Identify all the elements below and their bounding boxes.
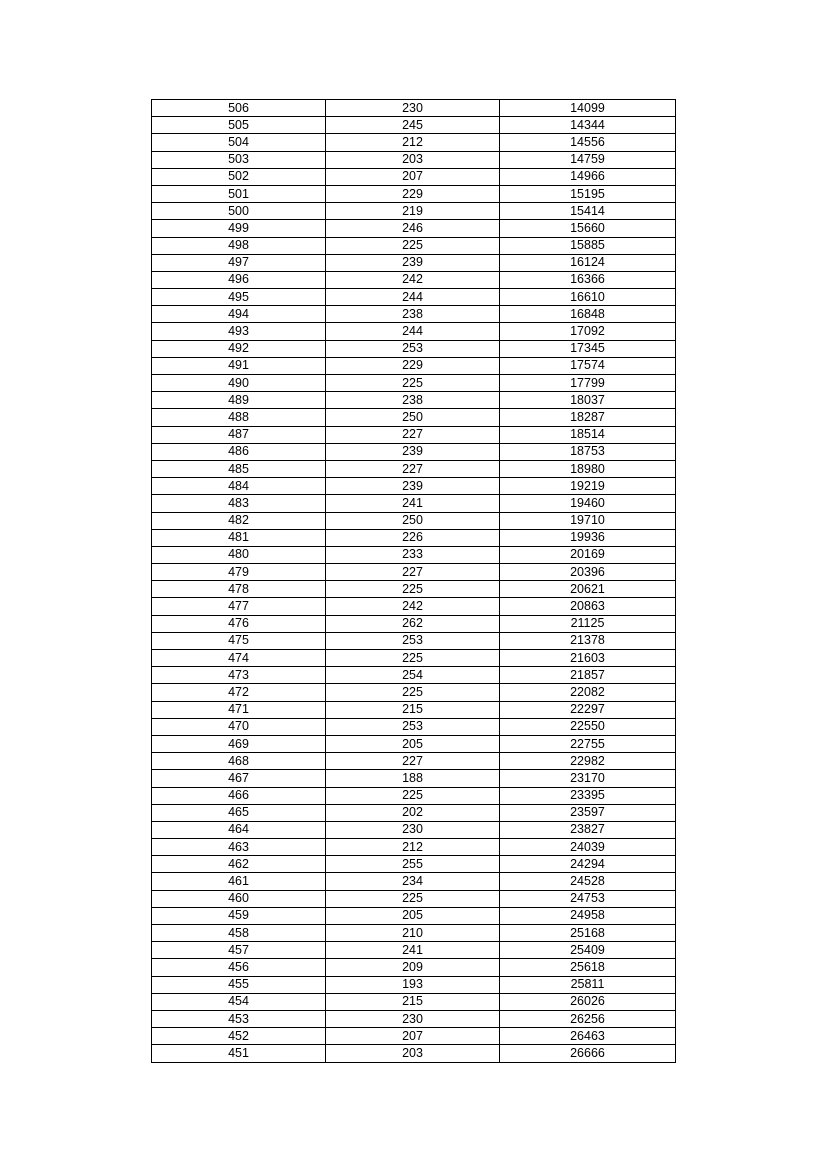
cumulative-cell: 23395 — [500, 787, 676, 804]
score-cell: 469 — [152, 735, 326, 752]
table-row — [152, 323, 676, 340]
cumulative-cell: 16848 — [500, 306, 676, 323]
count-cell: 203 — [326, 1045, 500, 1062]
cumulative-cell: 23597 — [500, 804, 676, 821]
score-cell: 479 — [152, 564, 326, 581]
count-cell: 250 — [326, 512, 500, 529]
count-cell: 253 — [326, 340, 500, 357]
cumulative-cell: 15195 — [500, 185, 676, 202]
table-row — [152, 856, 676, 873]
score-cell: 471 — [152, 701, 326, 718]
count-cell: 241 — [326, 942, 500, 959]
score-cell: 465 — [152, 804, 326, 821]
cumulative-cell: 17092 — [500, 323, 676, 340]
table-row — [152, 701, 676, 718]
score-cell: 496 — [152, 271, 326, 288]
table-row — [152, 925, 676, 942]
count-cell: 241 — [326, 495, 500, 512]
count-cell: 219 — [326, 203, 500, 220]
count-cell: 229 — [326, 357, 500, 374]
table-row — [152, 667, 676, 684]
cumulative-cell: 19219 — [500, 478, 676, 495]
table-row — [152, 976, 676, 993]
count-cell: 227 — [326, 564, 500, 581]
count-cell: 225 — [326, 890, 500, 907]
table-row — [152, 409, 676, 426]
cumulative-cell: 21378 — [500, 632, 676, 649]
count-cell: 238 — [326, 392, 500, 409]
table-row — [152, 203, 676, 220]
score-cell: 452 — [152, 1028, 326, 1045]
cumulative-cell: 14099 — [500, 100, 676, 117]
score-cell: 506 — [152, 100, 326, 117]
table-row — [152, 770, 676, 787]
table-row — [152, 907, 676, 924]
table-row — [152, 357, 676, 374]
count-cell: 254 — [326, 667, 500, 684]
score-cell: 499 — [152, 220, 326, 237]
score-cell: 455 — [152, 976, 326, 993]
table-row — [152, 942, 676, 959]
score-cell: 457 — [152, 942, 326, 959]
table-row — [152, 993, 676, 1010]
table-row — [152, 735, 676, 752]
count-cell: 225 — [326, 581, 500, 598]
cumulative-cell: 15885 — [500, 237, 676, 254]
cumulative-cell: 26026 — [500, 993, 676, 1010]
cumulative-cell: 16610 — [500, 289, 676, 306]
score-cell: 497 — [152, 254, 326, 271]
score-cell: 467 — [152, 770, 326, 787]
table-row — [152, 529, 676, 546]
score-cell: 482 — [152, 512, 326, 529]
count-cell: 205 — [326, 735, 500, 752]
table-row — [152, 478, 676, 495]
count-cell: 203 — [326, 151, 500, 168]
count-cell: 244 — [326, 289, 500, 306]
score-cell: 461 — [152, 873, 326, 890]
score-cell: 460 — [152, 890, 326, 907]
cumulative-cell: 15660 — [500, 220, 676, 237]
cumulative-cell: 24039 — [500, 839, 676, 856]
table-row — [152, 564, 676, 581]
count-cell: 230 — [326, 821, 500, 838]
cumulative-cell: 20169 — [500, 546, 676, 563]
score-cell: 474 — [152, 650, 326, 667]
count-cell: 229 — [326, 185, 500, 202]
cumulative-cell: 14966 — [500, 168, 676, 185]
count-cell: 210 — [326, 925, 500, 942]
table-body — [152, 100, 676, 1063]
table-row — [152, 512, 676, 529]
count-cell: 225 — [326, 237, 500, 254]
score-cell: 495 — [152, 289, 326, 306]
score-cell: 476 — [152, 615, 326, 632]
score-cell: 492 — [152, 340, 326, 357]
count-cell: 212 — [326, 134, 500, 151]
score-cell: 490 — [152, 375, 326, 392]
score-cell: 453 — [152, 1010, 326, 1027]
count-cell: 227 — [326, 460, 500, 477]
score-cell: 458 — [152, 925, 326, 942]
count-cell: 239 — [326, 443, 500, 460]
count-cell: 234 — [326, 873, 500, 890]
score-cell: 487 — [152, 426, 326, 443]
count-cell: 193 — [326, 976, 500, 993]
score-cell: 491 — [152, 357, 326, 374]
table-row — [152, 289, 676, 306]
table-row — [152, 650, 676, 667]
cumulative-cell: 26256 — [500, 1010, 676, 1027]
table-row — [152, 598, 676, 615]
cumulative-cell: 22550 — [500, 718, 676, 735]
count-cell: 253 — [326, 718, 500, 735]
count-cell: 245 — [326, 117, 500, 134]
score-cell: 504 — [152, 134, 326, 151]
score-cell: 501 — [152, 185, 326, 202]
score-cell: 462 — [152, 856, 326, 873]
cumulative-cell: 19710 — [500, 512, 676, 529]
score-cell: 477 — [152, 598, 326, 615]
cumulative-cell: 19936 — [500, 529, 676, 546]
count-cell: 227 — [326, 426, 500, 443]
score-cell: 478 — [152, 581, 326, 598]
score-cell: 466 — [152, 787, 326, 804]
table-row — [152, 375, 676, 392]
score-cell: 472 — [152, 684, 326, 701]
table-row — [152, 753, 676, 770]
count-cell: 209 — [326, 959, 500, 976]
table-row — [152, 443, 676, 460]
count-cell: 230 — [326, 100, 500, 117]
cumulative-cell: 14344 — [500, 117, 676, 134]
table-row — [152, 271, 676, 288]
count-cell: 225 — [326, 684, 500, 701]
count-cell: 242 — [326, 598, 500, 615]
cumulative-cell: 23827 — [500, 821, 676, 838]
table-row — [152, 804, 676, 821]
cumulative-cell: 22755 — [500, 735, 676, 752]
table-row — [152, 787, 676, 804]
score-distribution-table — [151, 99, 676, 1063]
table-row — [152, 185, 676, 202]
score-cell: 493 — [152, 323, 326, 340]
cumulative-cell: 17574 — [500, 357, 676, 374]
score-cell: 454 — [152, 993, 326, 1010]
score-cell: 505 — [152, 117, 326, 134]
score-cell: 451 — [152, 1045, 326, 1062]
count-cell: 255 — [326, 856, 500, 873]
score-cell: 483 — [152, 495, 326, 512]
count-cell: 225 — [326, 375, 500, 392]
table-row — [152, 890, 676, 907]
table-row — [152, 1028, 676, 1045]
table-row — [152, 495, 676, 512]
cumulative-cell: 19460 — [500, 495, 676, 512]
count-cell: 202 — [326, 804, 500, 821]
cumulative-cell: 14556 — [500, 134, 676, 151]
cumulative-cell: 22982 — [500, 753, 676, 770]
cumulative-cell: 25409 — [500, 942, 676, 959]
cumulative-cell: 15414 — [500, 203, 676, 220]
score-cell: 470 — [152, 718, 326, 735]
cumulative-cell: 26463 — [500, 1028, 676, 1045]
count-cell: 226 — [326, 529, 500, 546]
cumulative-cell: 24528 — [500, 873, 676, 890]
count-cell: 233 — [326, 546, 500, 563]
score-cell: 494 — [152, 306, 326, 323]
table-row — [152, 460, 676, 477]
score-cell: 488 — [152, 409, 326, 426]
cumulative-cell: 18287 — [500, 409, 676, 426]
cumulative-cell: 17799 — [500, 375, 676, 392]
count-cell: 215 — [326, 701, 500, 718]
cumulative-cell: 16124 — [500, 254, 676, 271]
table-row — [152, 340, 676, 357]
count-cell: 246 — [326, 220, 500, 237]
cumulative-cell: 25811 — [500, 976, 676, 993]
table-row — [152, 1045, 676, 1062]
score-cell: 485 — [152, 460, 326, 477]
cumulative-cell: 17345 — [500, 340, 676, 357]
count-cell: 205 — [326, 907, 500, 924]
count-cell: 239 — [326, 478, 500, 495]
score-cell: 503 — [152, 151, 326, 168]
cumulative-cell: 23170 — [500, 770, 676, 787]
table-row — [152, 615, 676, 632]
count-cell: 230 — [326, 1010, 500, 1027]
cumulative-cell: 18514 — [500, 426, 676, 443]
table-row — [152, 959, 676, 976]
score-cell: 481 — [152, 529, 326, 546]
table-row — [152, 392, 676, 409]
score-cell: 489 — [152, 392, 326, 409]
score-cell: 459 — [152, 907, 326, 924]
table-row — [152, 632, 676, 649]
score-cell: 468 — [152, 753, 326, 770]
count-cell: 207 — [326, 1028, 500, 1045]
count-cell: 242 — [326, 271, 500, 288]
cumulative-cell: 26666 — [500, 1045, 676, 1062]
cumulative-cell: 22082 — [500, 684, 676, 701]
cumulative-cell: 18037 — [500, 392, 676, 409]
table-row — [152, 426, 676, 443]
cumulative-cell: 18753 — [500, 443, 676, 460]
table-row — [152, 220, 676, 237]
table-row — [152, 168, 676, 185]
cumulative-cell: 18980 — [500, 460, 676, 477]
score-cell: 475 — [152, 632, 326, 649]
count-cell: 225 — [326, 650, 500, 667]
cumulative-cell: 24753 — [500, 890, 676, 907]
cumulative-cell: 21125 — [500, 615, 676, 632]
score-cell: 502 — [152, 168, 326, 185]
score-cell: 480 — [152, 546, 326, 563]
score-cell: 500 — [152, 203, 326, 220]
table-row — [152, 684, 676, 701]
table-row — [152, 581, 676, 598]
table-row — [152, 718, 676, 735]
count-cell: 244 — [326, 323, 500, 340]
cumulative-cell: 16366 — [500, 271, 676, 288]
table-row — [152, 1010, 676, 1027]
count-cell: 212 — [326, 839, 500, 856]
table-row — [152, 254, 676, 271]
table-row — [152, 100, 676, 117]
score-cell: 464 — [152, 821, 326, 838]
score-cell: 486 — [152, 443, 326, 460]
table-row — [152, 237, 676, 254]
cumulative-cell: 21857 — [500, 667, 676, 684]
cumulative-cell: 25618 — [500, 959, 676, 976]
count-cell: 262 — [326, 615, 500, 632]
cumulative-cell: 22297 — [500, 701, 676, 718]
score-cell: 463 — [152, 839, 326, 856]
table-row — [152, 821, 676, 838]
count-cell: 227 — [326, 753, 500, 770]
table-row — [152, 117, 676, 134]
count-cell: 239 — [326, 254, 500, 271]
count-cell: 238 — [326, 306, 500, 323]
cumulative-cell: 20863 — [500, 598, 676, 615]
cumulative-cell: 14759 — [500, 151, 676, 168]
table-row — [152, 151, 676, 168]
score-cell: 498 — [152, 237, 326, 254]
cumulative-cell: 20396 — [500, 564, 676, 581]
cumulative-cell: 21603 — [500, 650, 676, 667]
score-cell: 473 — [152, 667, 326, 684]
table-row — [152, 306, 676, 323]
table-row — [152, 134, 676, 151]
score-cell: 456 — [152, 959, 326, 976]
cumulative-cell: 24958 — [500, 907, 676, 924]
score-cell: 484 — [152, 478, 326, 495]
count-cell: 215 — [326, 993, 500, 1010]
cumulative-cell: 24294 — [500, 856, 676, 873]
cumulative-cell: 25168 — [500, 925, 676, 942]
count-cell: 250 — [326, 409, 500, 426]
count-cell: 225 — [326, 787, 500, 804]
count-cell: 253 — [326, 632, 500, 649]
table-row — [152, 839, 676, 856]
table-row — [152, 873, 676, 890]
count-cell: 188 — [326, 770, 500, 787]
table-row — [152, 546, 676, 563]
cumulative-cell: 20621 — [500, 581, 676, 598]
count-cell: 207 — [326, 168, 500, 185]
